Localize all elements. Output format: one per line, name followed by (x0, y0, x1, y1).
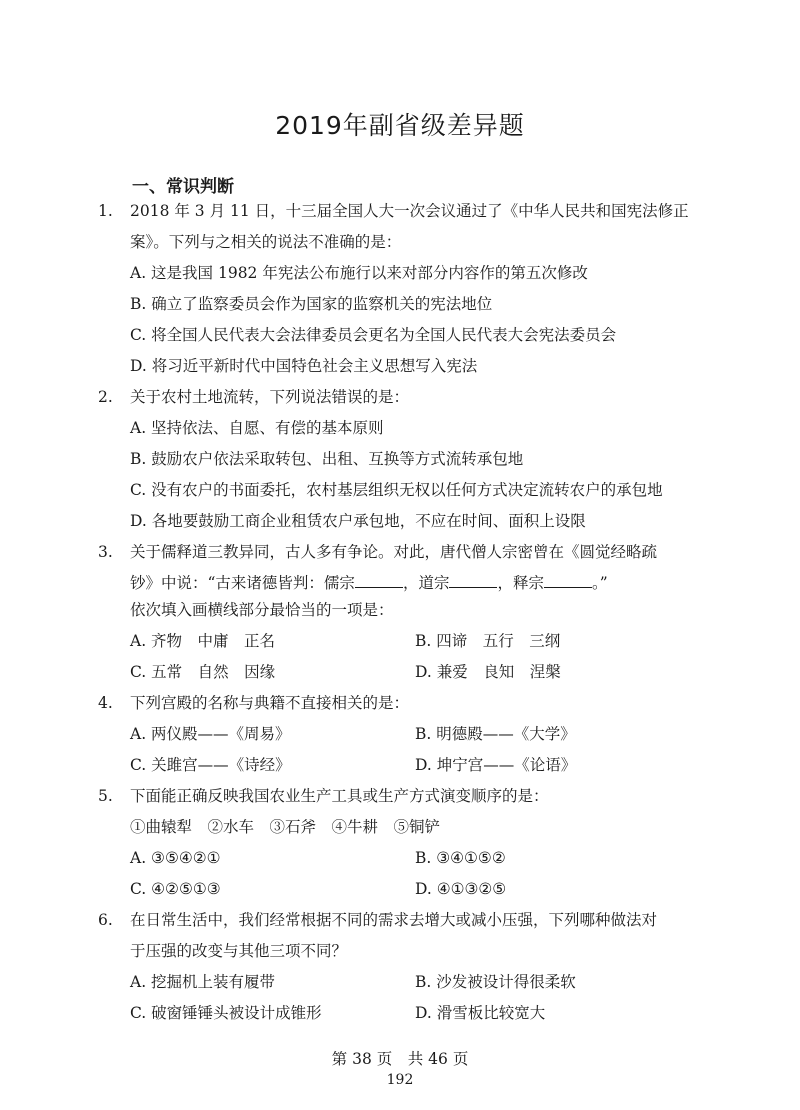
question-6-option-b: B. 沙发被设计得很柔软 (415, 973, 576, 991)
question-3-stem-line2 (130, 573, 608, 593)
blank-2 (449, 573, 497, 588)
question-6-option-c: C. 破窗锤锤头被设计成锥形 (130, 1004, 322, 1022)
question-3-option-a: A. 齐物 中庸 正名 (130, 632, 276, 650)
page-title: 2019年副省级差异题 (275, 111, 525, 140)
question-1-option-a: A. 这是我国 1982 年宪法公布施行以来对部分内容作的第五次修改 (130, 264, 588, 282)
question-5-number: 5. (98, 787, 113, 805)
question-1-stem-line1: 2018 年 3 月 11 日，十三届全国人大一次会议通过了《中华人民共和国宪法修正 (130, 202, 689, 220)
question-1-option-b: B. 确立了监察委员会作为国家的监察机关的宪法地位 (130, 295, 493, 313)
question-3-option-c: C. 五常 自然 因缘 (130, 663, 276, 681)
question-6-option-d: D. 滑雪板比较宽大 (415, 1004, 546, 1022)
question-2-option-c: C. 没有农户的书面委托，农村基层组织无权以任何方式决定流转农户的承包地 (130, 481, 663, 499)
question-5-option-a: A. ③⑤④②① (130, 849, 221, 867)
question-5-stem: 下面能正确反映我国农业生产工具或生产方式演变顺序的是： (130, 787, 549, 805)
question-4-option-b: B. 明德殿——《大学》 (415, 725, 576, 743)
question-6-number: 6. (98, 911, 113, 929)
question-3-option-b: B. 四谛 五行 三纲 (415, 632, 561, 650)
question-3-stem-line3: 依次填入画横线部分最恰当的一项是： (130, 601, 394, 619)
question-3-number: 3. (98, 543, 113, 561)
question-2-option-a: A. 坚持依法、自愿、有偿的基本原则 (130, 419, 384, 437)
question-4-number: 4. (98, 694, 113, 712)
question-1-option-c: C. 将全国人民代表大会法律委员会更名为全国人民代表大会宪法委员会 (130, 326, 617, 344)
blank-3 (544, 573, 592, 588)
section-heading: 一、常识判断 (132, 177, 234, 197)
question-3-stem-part-a: 钞》中说：“古来诸德皆判：儒宗 (130, 574, 355, 592)
question-3-stem-part-b: ，道宗 (402, 574, 450, 592)
question-2-stem: 关于农村土地流转，下列说法错误的是： (130, 388, 410, 406)
question-1-option-d: D. 将习近平新时代中国特色社会主义思想写入宪法 (130, 357, 478, 375)
question-4-option-d: D. 坤宁宫——《论语》 (415, 756, 577, 774)
question-5-items: ①曲辕犁 ②水车 ③石斧 ④牛耕 ⑤铜铲 (130, 818, 441, 836)
question-2-option-b: B. 鼓励农户依法采取转包、出租、互换等方式流转承包地 (130, 450, 524, 468)
question-5-option-b: B. ③④①⑤② (415, 849, 506, 867)
question-1-number: 1. (98, 202, 113, 220)
question-4-option-a: A. 两仪殿——《周易》 (130, 725, 291, 743)
question-3-stem-part-c: ，释宗 (497, 574, 544, 592)
question-6-option-a: A. 挖掘机上装有履带 (130, 973, 276, 991)
question-5-option-c: C. ④②⑤①③ (130, 880, 221, 898)
question-3-stem-line1: 关于儒释道三教异同，古人多有争论。对此，唐代僧人宗密曾在《圆觉经略疏 (130, 543, 658, 561)
question-6-stem-line2: 于压强的改变与其他三项不同？ (130, 942, 348, 960)
question-6-stem-line1: 在日常生活中，我们经常根据不同的需求去增大或减小压强，下列哪种做法对 (130, 911, 658, 929)
question-2-number: 2. (98, 388, 113, 406)
question-4-option-c: C. 关雎宫——《诗经》 (130, 756, 291, 774)
question-1-stem-line2: 案》。下列与之相关的说法不准确的是： (130, 233, 402, 251)
question-2-option-d: D. 各地要鼓励工商企业租赁农户承包地，不应在时间、面积上设限 (130, 512, 586, 530)
question-3-option-d: D. 兼爱 良知 涅槃 (415, 663, 561, 681)
question-3-stem-part-d: 。” (591, 574, 608, 592)
page-number: 192 (386, 1072, 414, 1088)
blank-1 (355, 573, 403, 588)
page-info: 第 38 页 共 46 页 (331, 1050, 469, 1068)
question-4-stem: 下列宫殿的名称与典籍不直接相关的是： (130, 694, 410, 712)
question-5-option-d: D. ④①③②⑤ (415, 880, 507, 898)
